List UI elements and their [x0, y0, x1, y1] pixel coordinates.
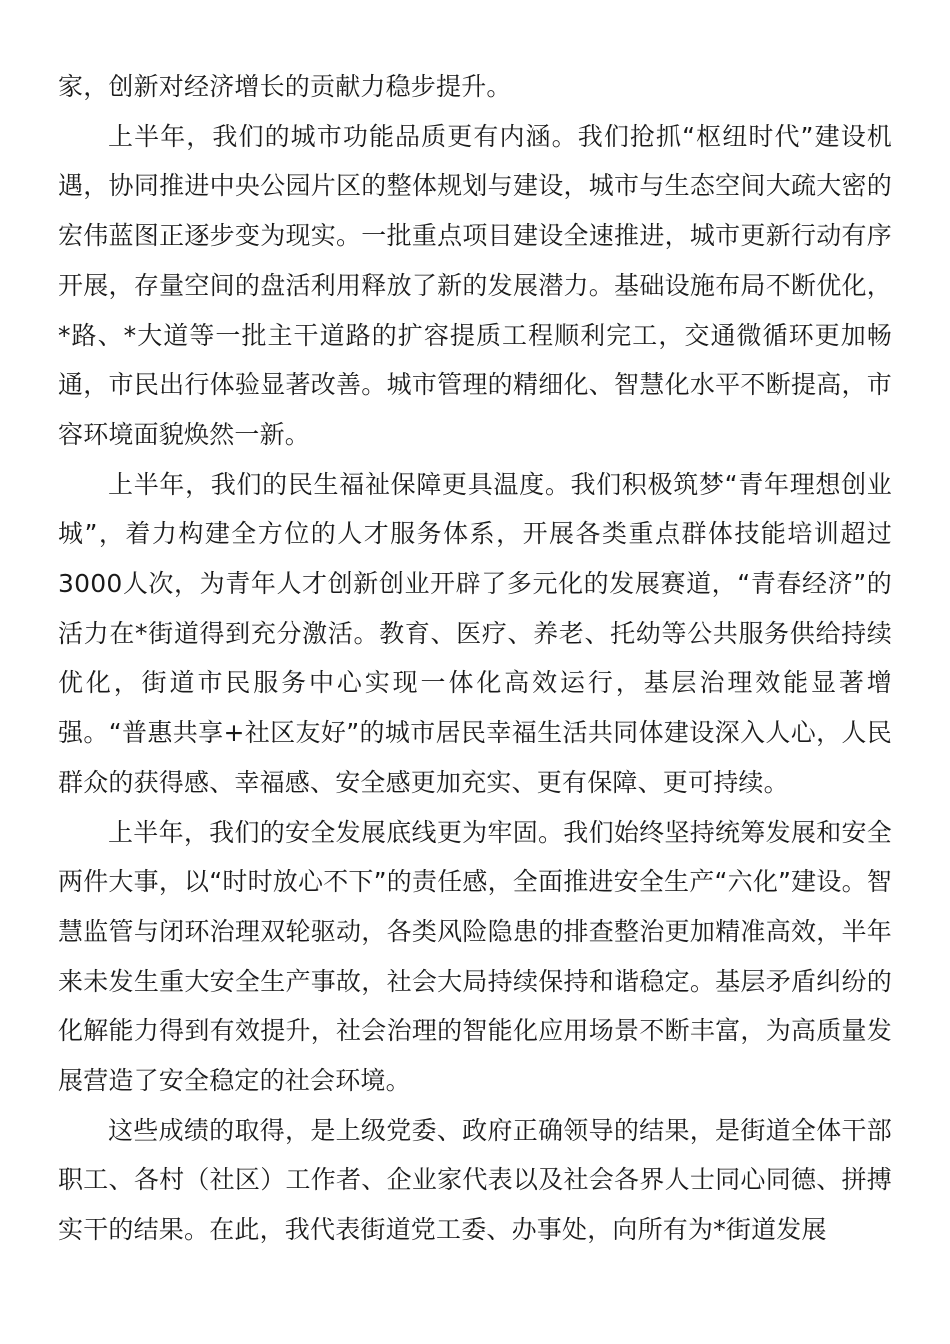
document-body — [58, 62, 892, 1255]
paragraph-safety: 上半年，我们的安全发展底线更为牢固。我们始终坚持统筹发展和安全两件大事，以“时时放心不下”的责任感，全面推进安全生产“六化”建设。智慧监管与闭环治理双轮驱动，各类风险隐患的排查整治更加精准高效，半年来未发生重大安全生产事故，社会大局持续保持和谐稳定。基层矛盾纠纷的化解能力得到有效提升，社会治理的智能化应用场景不断丰富，为高质量发展营造了安全稳定的社会环境。 — [58, 817, 892, 1096]
paragraph-continuation: 家，创新对经济增长的贡献力稳步提升。 — [58, 72, 512, 101]
paragraph-livelihood: 上半年，我们的民生福祉保障更具温度。我们积极筑梦“青年理想创业城”，着力构建全方位的人才服务体系，开展各类重点群体技能培训超过3000人次，为青年人才创新创业开辟了多元化的发展赛道，“青春经济”的活力在*街道得到充分激活。教育、医疗、养老、托幼等公共服务供给持续优化，街道市民服务中心实现一体化高效运行，基层治理效能显著增强。“普惠共享+社区友好”的城市居民幸福生活共同体建设深入人心，人民群众的获得感、幸福感、安全感更加充实、更有保障、更可持续。 — [58, 469, 892, 797]
paragraph-acknowledgement: 这些成绩的取得，是上级党委、政府正确领导的结果，是街道全体干部职工、各村（社区）工作者、企业家代表以及社会各界人士同心同德、拼搏实干的结果。在此，我代表街道党工委、办事处，向所有为*街道发展 — [58, 1115, 892, 1245]
paragraph-city-function: 上半年，我们的城市功能品质更有内涵。我们抢抓“枢纽时代”建设机遇，协同推进中央公园片区的整体规划与建设，城市与生态空间大疏大密的宏伟蓝图正逐步变为现实。一批重点项目建设全速推进，城市更新行动有序开展，存量空间的盘活利用释放了新的发展潜力。基础设施布局不断优化，*路、*大道等一批主干道路的扩容提质工程顺利完工，交通微循环更加畅通，市民出行体验显著改善。城市管理的精细化、智慧化水平不断提高，市容环境面貌焕然一新。 — [58, 121, 892, 449]
